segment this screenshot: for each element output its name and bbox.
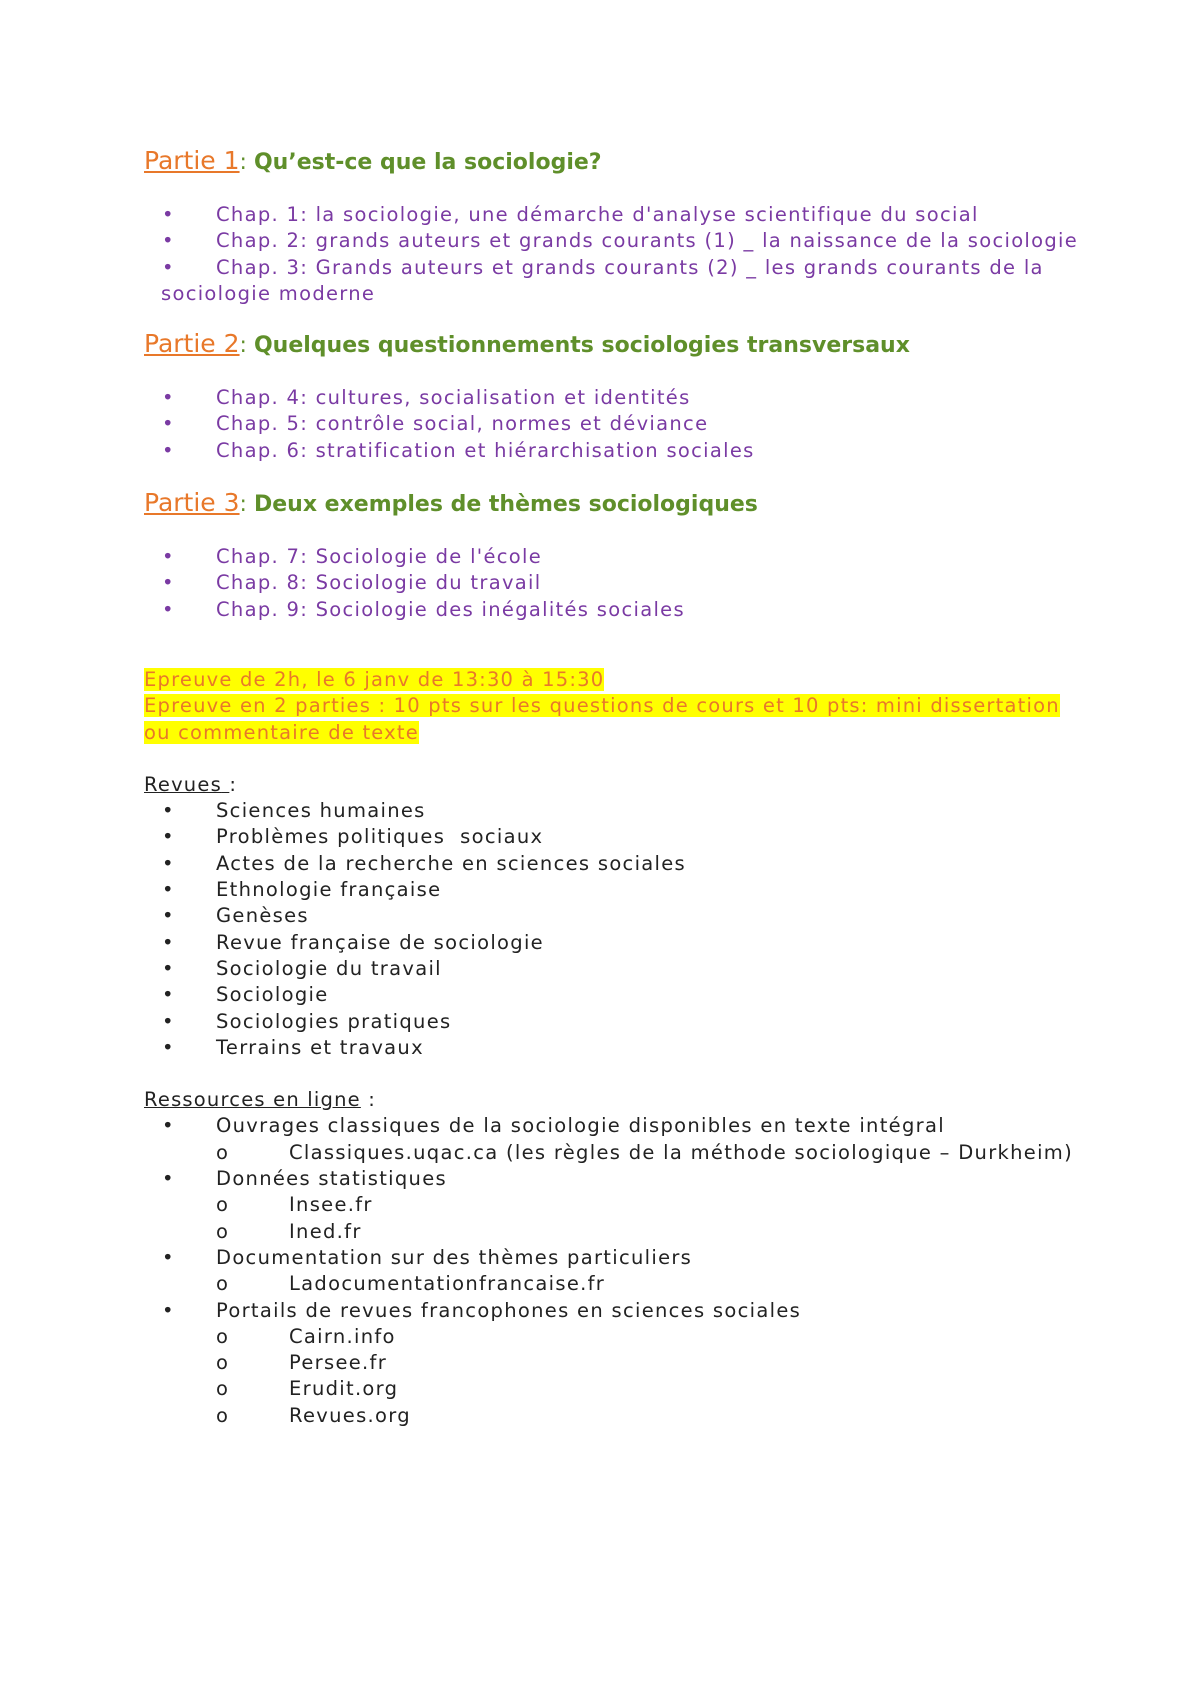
- list-item: • Sciences humaines: [144, 798, 1084, 824]
- exam-info-line-2: Epreuve en 2 parties : 10 pts sur les questions de cours et 10 pts: mini dissertation: [144, 694, 1060, 718]
- list-item: • Revue française de sociologie: [144, 930, 1084, 956]
- bullet-icon: •: [162, 851, 175, 875]
- bullet-icon: •: [162, 255, 175, 279]
- circle-bullet-icon: o: [216, 1140, 230, 1164]
- chapter-item: • Chap. 6: stratification et hiérarchisation sociales: [144, 438, 1084, 464]
- chapter-item: • Chap. 3: Grands auteurs et grands courants (2) _ les grands courants de la sociologie moderne: [144, 255, 1084, 308]
- bullet-icon: •: [162, 438, 175, 462]
- sub-list-item: o Revues.org: [144, 1403, 1084, 1429]
- sub-list-item: o Ladocumentationfrancaise.fr: [144, 1271, 1084, 1297]
- circle-bullet-icon: o: [216, 1219, 230, 1243]
- part-2-chapters: [144, 385, 1084, 464]
- exam-info-line-1: Epreuve de 2h, le 6 janv de 13:30 à 15:30: [144, 667, 605, 691]
- exam-info-line-3: ou commentaire de texte: [144, 720, 419, 744]
- part-3-heading: Partie 3: Deux exemples de thèmes sociologiques: [144, 488, 758, 518]
- circle-bullet-icon: o: [216, 1351, 230, 1375]
- list-item: • Sociologie: [144, 982, 1084, 1008]
- bullet-icon: •: [162, 571, 175, 595]
- chapter-continuation: sociologie moderne: [161, 281, 376, 305]
- bullet-icon: •: [162, 597, 175, 621]
- document-body: [144, 0, 1084, 1429]
- bullet-icon: •: [162, 229, 175, 253]
- chapter-item: • Chap. 8: Sociologie du travail: [144, 570, 1084, 596]
- part-3-chapters: [144, 544, 1084, 623]
- list-item: • Ethnologie française: [144, 877, 1084, 903]
- bullet-icon: •: [162, 1114, 175, 1138]
- list-item: • Genèses: [144, 903, 1084, 929]
- sub-list-item: o Ined.fr: [144, 1219, 1084, 1245]
- sub-list-item: o Persee.fr: [144, 1350, 1084, 1376]
- sub-list-item: o Erudit.org: [144, 1376, 1084, 1402]
- part-2-title: Quelques questionnements sociologies transversaux: [253, 333, 910, 359]
- list-item: • Sociologies pratiques: [144, 1009, 1084, 1035]
- part-2-label: Partie 2: [144, 329, 240, 359]
- part-3-title: Deux exemples de thèmes sociologiques: [253, 492, 758, 518]
- circle-bullet-icon: o: [216, 1377, 230, 1401]
- ressources-list: [144, 1113, 1084, 1429]
- part-1-title: Qu’est-ce que la sociologie?: [253, 150, 602, 175]
- bullet-icon: •: [162, 904, 175, 928]
- list-item: • Documentation sur des thèmes particuliers: [144, 1245, 1084, 1271]
- list-item: • Portails de revues francophones en sciences sociales: [144, 1298, 1084, 1324]
- part-1-label: Partie 1: [144, 146, 240, 175]
- bullet-icon: •: [162, 1167, 175, 1191]
- part-3-label: Partie 3: [144, 488, 240, 518]
- bullet-icon: •: [162, 412, 175, 436]
- bullet-icon: •: [162, 878, 175, 902]
- bullet-icon: •: [162, 1009, 175, 1033]
- chapter-item: • Chap. 2: grands auteurs et grands courants (1) _ la naissance de la sociologie: [144, 228, 1084, 254]
- list-item: • Ouvrages classiques de la sociologie disponibles en texte intégral: [144, 1113, 1084, 1139]
- bullet-icon: •: [162, 956, 175, 980]
- bullet-icon: •: [162, 386, 175, 410]
- list-item: • Données statistiques: [144, 1166, 1084, 1192]
- list-item: • Problèmes politiques sociaux: [144, 824, 1084, 850]
- bullet-icon: •: [162, 203, 175, 226]
- bullet-icon: •: [162, 1245, 175, 1269]
- chapter-item: • Chap. 4: cultures, socialisation et identités: [144, 385, 1084, 411]
- sub-list-item: o Insee.fr: [144, 1192, 1084, 1218]
- chapter-item: • Chap. 7: Sociologie de l'école: [144, 544, 1084, 570]
- part-2-heading: Partie 2: Quelques questionnements sociologies transversaux: [144, 329, 910, 359]
- chapter-item: • Chap. 9: Sociologie des inégalités sociales: [144, 597, 1084, 623]
- chapter-item: • Chap. 5: contrôle social, normes et déviance: [144, 411, 1084, 437]
- bullet-icon: •: [162, 799, 175, 823]
- bullet-icon: •: [162, 983, 175, 1007]
- bullet-icon: •: [162, 545, 175, 569]
- revues-heading: Revues :: [144, 772, 238, 796]
- sub-list-item: o Cairn.info: [144, 1324, 1084, 1350]
- circle-bullet-icon: o: [216, 1403, 230, 1427]
- bullet-icon: •: [162, 930, 175, 954]
- circle-bullet-icon: o: [216, 1272, 230, 1296]
- sub-list-item: o Classiques.uqac.ca (les règles de la méthode sociologique – Durkheim): [144, 1140, 1084, 1166]
- bullet-icon: •: [162, 1035, 175, 1059]
- circle-bullet-icon: o: [216, 1193, 230, 1217]
- part-1-chapters: [144, 202, 1084, 307]
- circle-bullet-icon: o: [216, 1324, 230, 1348]
- bullet-icon: •: [162, 1298, 175, 1322]
- list-item: • Actes de la recherche en sciences sociales: [144, 851, 1084, 877]
- ressources-heading: Ressources en ligne :: [144, 1088, 377, 1112]
- revues-list: [144, 798, 1084, 1061]
- part-1-heading: Partie 1: Qu’est-ce que la sociologie?: [144, 146, 602, 175]
- bullet-icon: •: [162, 825, 175, 849]
- list-item: • Terrains et travaux: [144, 1035, 1084, 1061]
- chapter-item: • Chap. 1: la sociologie, une démarche d'analyse scientifique du social: [144, 202, 1084, 228]
- list-item: • Sociologie du travail: [144, 956, 1084, 982]
